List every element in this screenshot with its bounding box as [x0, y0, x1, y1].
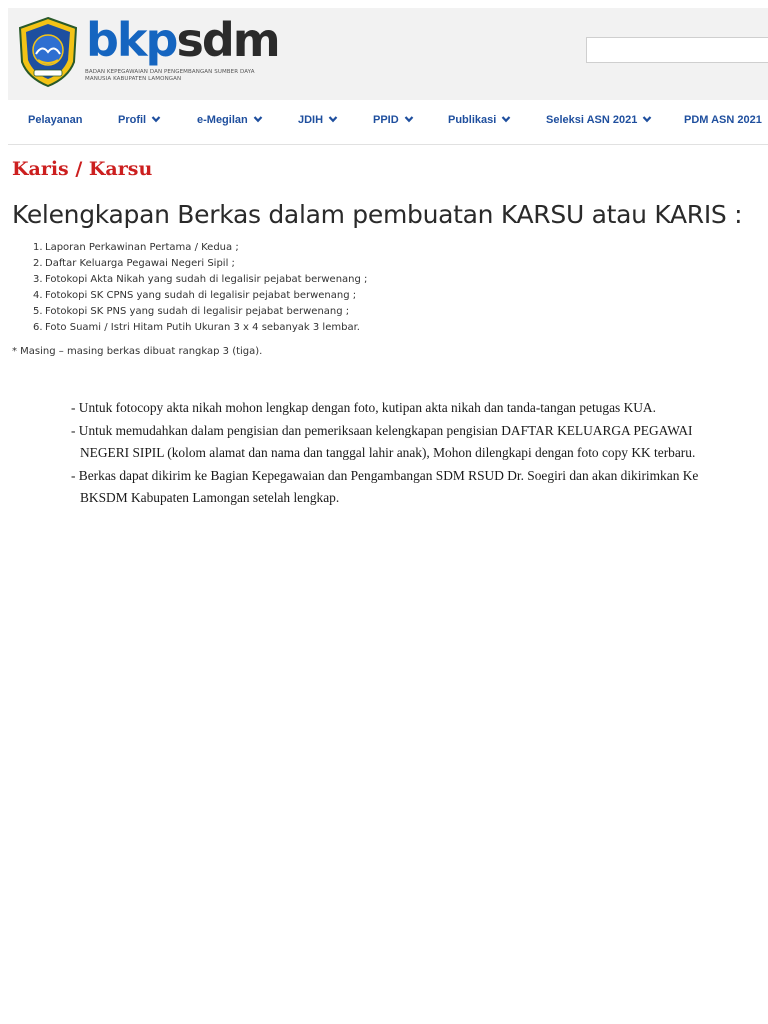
list-number: 3. [33, 274, 43, 285]
nav-item-profil[interactable] [118, 114, 161, 126]
chevron-down-icon [328, 114, 338, 124]
list-number: 4. [33, 290, 43, 301]
note-paragraph: - Berkas dapat dikirim ke Bagian Kepegawaian dan Pengambangan SDM RSUD Dr. Soegiri dan akan dikirimkan Ke BKSDM Kabupaten Lamongan setelah lengkap. [71, 467, 699, 505]
site-header [8, 8, 768, 100]
list-item [33, 304, 367, 320]
chevron-down-icon [253, 114, 263, 124]
note-paragraph: - Untuk fotocopy akta nikah mohon lengkap dengan foto, kutipan akta nikah dan tanda-tangan petugas KUA. [71, 400, 656, 415]
chevron-down-icon [151, 114, 161, 124]
nav-item-label: Pelayanan [28, 114, 83, 126]
nav-item-pdm-asn-2021[interactable] [684, 114, 762, 126]
main-nav [8, 100, 768, 145]
list-number: 6. [33, 322, 43, 333]
nav-item-jdih[interactable] [298, 114, 338, 126]
nav-item-label: PDM ASN 2021 [684, 114, 762, 126]
additional-notes [71, 397, 731, 510]
nav-item-label: JDIH [298, 114, 324, 126]
nav-item-publikasi[interactable] [448, 114, 511, 126]
nav-item-e-megilan[interactable] [197, 114, 263, 126]
document-heading: Kelengkapan Berkas dalam pembuatan KARSU atau KARIS : [12, 200, 743, 229]
lamongan-emblem-logo[interactable] [16, 16, 80, 88]
brand-subtitle: BADAN KEPEGAWAIAN DAN PENGEMBANGAN SUMBER DAYA MANUSIA KABUPATEN LAMONGAN [85, 69, 255, 82]
nav-item-pelayanan[interactable] [28, 114, 82, 126]
list-text: Fotokopi SK CPNS yang sudah di legalisir pejabat berwenang ; [45, 290, 357, 301]
chevron-down-icon [404, 114, 414, 124]
nav-item-label: Profil [118, 114, 147, 126]
search-input[interactable] [586, 37, 768, 63]
nav-item-label: Publikasi [448, 114, 497, 126]
list-text: Fotokopi SK PNS yang sudah di legalisir pejabat berwenang ; [45, 306, 350, 317]
list-number: 2. [33, 258, 43, 269]
brand-secondary: sdm [176, 13, 279, 67]
list-item [33, 288, 367, 304]
requirements-list [33, 240, 367, 336]
list-text: Foto Suami / Istri Hitam Putih Ukuran 3 x 4 sebanyak 3 lembar. [45, 322, 360, 333]
copies-note: * Masing – masing berkas dibuat rangkap 3 (tiga). [12, 346, 263, 357]
list-item [33, 240, 367, 256]
list-text: Daftar Keluarga Pegawai Negeri Sipil ; [45, 258, 235, 269]
list-item [33, 256, 367, 272]
nav-item-label: Seleksi ASN 2021 [546, 114, 638, 126]
chevron-down-icon [501, 114, 511, 124]
chevron-down-icon [642, 114, 652, 124]
nav-item-seleksi-asn-2021[interactable] [546, 114, 652, 126]
nav-item-label: PPID [373, 114, 399, 126]
list-text: Fotokopi Akta Nikah yang sudah di legalisir pejabat berwenang ; [45, 274, 368, 285]
list-text: Laporan Perkawinan Pertama / Kedua ; [45, 242, 239, 253]
brand-primary: bkp [86, 13, 177, 67]
note-paragraph: - Untuk memudahkan dalam pengisian dan pemeriksaan kelengkapan pengisian DAFTAR KELUARGA PEGAWAI NEGERI SIPIL (kolom alamat dan nama dan tanggal lahir anak), Mohon dilengkapi dengan foto copy KK terbaru. [71, 422, 696, 460]
brand-logo-text[interactable] [86, 10, 279, 70]
list-number: 1. [33, 242, 43, 253]
nav-item-label: e-Megilan [197, 114, 248, 126]
page-title: Karis / Karsu [12, 158, 153, 180]
list-number: 5. [33, 306, 43, 317]
nav-item-ppid[interactable] [373, 114, 414, 126]
list-item [33, 320, 367, 336]
list-item [33, 272, 367, 288]
